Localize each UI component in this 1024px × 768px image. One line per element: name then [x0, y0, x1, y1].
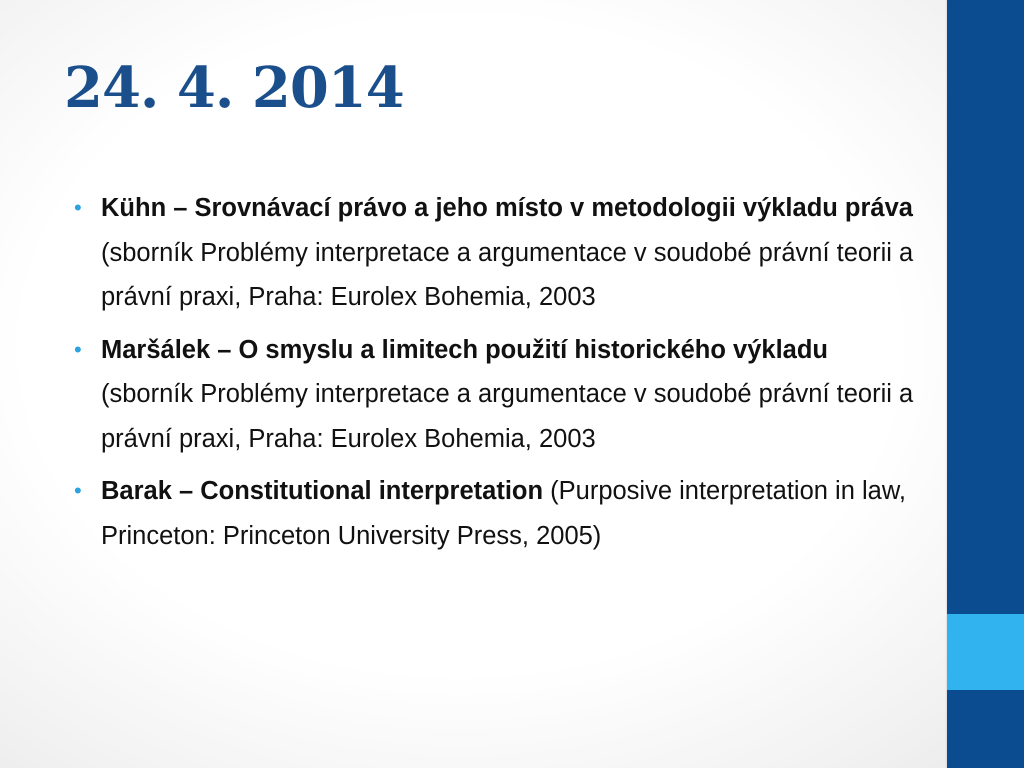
item-detail: (sborník Problémy interpretace a argumentace v soudobé právní teorii a právní praxi, Praha: Eurolex Bohemia, 2003 [101, 380, 914, 453]
item-lead: Kühn – Srovnávací právo a jeho místo v metodologii výkladu práva [101, 194, 913, 222]
list-item [74, 469, 919, 558]
bullet-list [74, 186, 919, 566]
bullet-icon: • [74, 336, 82, 362]
decorative-sidebar-accent [947, 614, 1024, 690]
bullet-icon: • [74, 195, 82, 220]
item-lead: Maršálek – O smyslu a limitech použití historického výkladu [101, 335, 828, 364]
list-item [74, 328, 919, 462]
bullet-icon: • [74, 478, 82, 503]
item-detail: (sborník Problémy interpretace a argumentace v soudobé právní teorii a právní praxi, Praha: Eurolex Bohemia, 2003 [101, 238, 914, 311]
item-detail: (Purposive interpretation in law, Princeton: Princeton University Press, 2005) [101, 477, 906, 550]
list-item [74, 186, 919, 320]
slide-title: 24. 4. 2014 [64, 55, 404, 121]
item-lead: Barak – Constitutional interpretation [101, 477, 544, 505]
